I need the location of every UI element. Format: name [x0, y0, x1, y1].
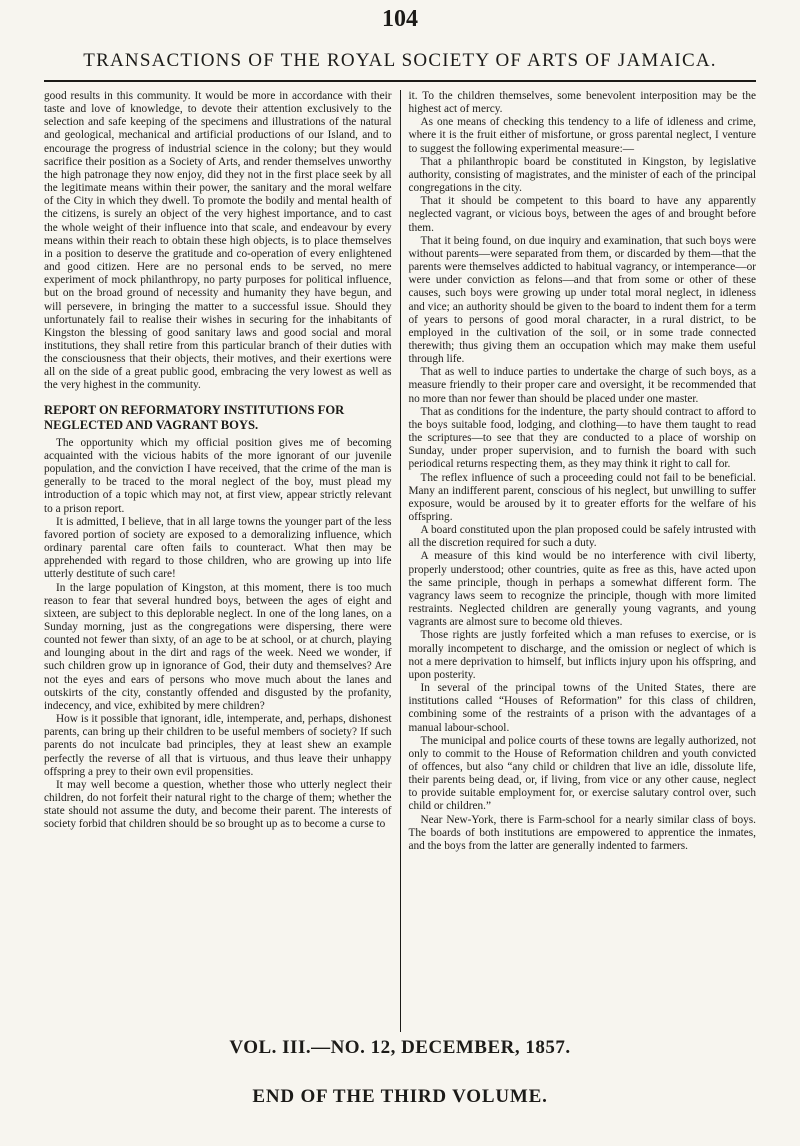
right-paragraph-12: In several of the principal towns of the United States, there are institutions called “Houses of Reformation” for this class of children, combining some of the restraints of a prison with the advantages of a manual labour-school.: [408, 682, 756, 734]
right-paragraph-13: The municipal and police courts of these towns are legally authorized, not only to commit to the House of Reformation children and youth convicted of offences, but also “any child or children that live an idle, dissolute life, their parents being dead, or, if living, from vice or any other cause, neglect to provide suitable employment for, or exercise salutary control over, such child or children.”: [408, 734, 756, 813]
right-paragraph-6: That as well to induce parties to undertake the charge of such boys, as a measure friendly to their proper care and oversight, it be recommended that no more than nor fewer than should be placed under one master.: [408, 366, 756, 405]
running-head: TRANSACTIONS OF THE ROYAL SOCIETY OF ARTS OF JAMAICA.: [83, 50, 717, 71]
right-paragraph-4: That it should be competent to this board to have any apparently neglected vagrant, or vicious boys, between the ages of and brought before them.: [408, 195, 756, 234]
text-columns: [44, 90, 756, 1032]
right-paragraph-2: As one means of checking this tendency to a life of idleness and crime, where it is the fruit either of misfortune, or gross parental neglect, I venture to suggest the following experimental measure:—: [408, 116, 756, 155]
right-paragraph-5: That it being found, on due inquiry and examination, that such boys were without parents—were separated from them, or discarded by them—that the parents were themselves addicted to habitual vagrancy, or intemperance—or were under conviction as felons—and that from some or other of these causes, such boys were growing up under total moral neglect, in idleness and vice; an authority should be given to the board to indent them for a term of years to persons of good moral character, in a rural district, to be employed in the cultivation of the soil, or in some trade connected therewith; thus giving them an occupation which may make them useful through life.: [408, 234, 756, 366]
right-paragraph-8: The reflex influence of such a proceeding could not fail to be beneficial. Many an indifferent parent, conscious of his neglect, but unwilling to suffer exposure, would be aroused by it to greater efforts for the welfare of his offspring.: [408, 471, 756, 523]
right-paragraph-7: That as conditions for the indenture, the party should contract to afford to the boys suitable food, lodging, and clothing—to have them taught to read the scriptures—to see that they are conducted to a place of worship on Sunday, under proper supervision, and to furnish the board with such periodical returns respecting them, as they may think it right to call for.: [408, 405, 756, 471]
right-paragraph-9: A board constituted upon the plan proposed could be safely intrusted with all the discretion required for such a duty.: [408, 524, 756, 550]
section-heading: REPORT ON REFORMATORY INSTITUTIONS FOR NEGLECTED AND VAGRANT BOYS.: [44, 402, 345, 432]
left-paragraph-2: The opportunity which my official position gives me of becoming acquainted with the vicious habits of the more ignorant of our juvenile population, and the conviction I have received, that the crime of the man is generally to be traced to the moral neglect of the boy, must plead my introduction of a topic which may not, at first view, appear strictly relevant to a prison report.: [44, 436, 392, 515]
right-column: [400, 90, 756, 1032]
right-paragraph-3: That a philanthropic board be constituted in Kingston, by legislative authority, consisting of magistrates, and the minister of each of the principal congregations in the city.: [408, 155, 756, 195]
right-paragraph-14: Near New-York, there is Farm-school for a nearly similar class of boys. The boards of both institutions are empowered to apprentice the inmates, and the boys from the latter are generally indented to farmers.: [408, 813, 756, 852]
left-paragraph-5: How is it possible that ignorant, idle, intemperate, and, perhaps, dishonest parents, can bring up their children to be useful members of society? If such parents do not inculcate bad principles, they at least shew an example perfectly the reverse of all that is virtuous, and thus leave their unhappy offspring a prey to their own evil propensities.: [44, 713, 392, 778]
left-column: [44, 90, 400, 1032]
left-paragraph-6: It may well become a question, whether those who utterly neglect their children, do not forfeit their natural right to the charge of them; whether the state should not assume the duty, and become their parent. The interests of society forbid that children should be so brought up as to become a curse to: [44, 778, 392, 831]
page-number: 104: [382, 6, 418, 32]
issue-line: VOL. III.—NO. 12, DECEMBER, 1857.: [229, 1037, 571, 1058]
header-rule: [44, 80, 756, 82]
left-paragraph-3: It is admitted, I believe, that in all large towns the younger part of the less favored portion of society are exposed to a demoralizing influence, which ordinary parental care often fails to counteract. What then may be apprehended with regard to those children, who are growing up into life utterly destitute of such care!: [44, 515, 392, 581]
left-paragraph-1: good results in this community. It would be more in accordance with their taste and love of knowledge, to devote their attention exclusively to the selection and safe keeping of the specimens and illustrations of the natural and geological, mechanical and artificial productions of our Island, and to encourage the progress of industrial science in the colony; but they would sacrifice their position as a Society of Arts, and render themselves unworthy the high patronage they now enjoy, did they not in the first place seek by all the legitimate means within their power, the sanitary and the moral welfare of the City in which they dwell. To promote the bodily and mental health of the citizens, is surely an object of the very highest importance, and to cast the whole weight of their influence into that scale, and endeavour by every means within their reach to obtain these high objects, is to place themselves in a position to deserve the gratitude and co-operation of every enlightened and good citizen. Here are no personal ends to be served, no mere experiment of mock philanthropy, no party purposes for political influence, but on the broad ground of necessity and humanity they have begun, and will persevere, in bringing the matter to a successful issue. Should they unfortunately fail to realise their wishes in securing for the inhabitants of Kingston the blessing of good sanitary laws and good social and moral institutions, they shall retire from this particular branch of their duties with the consciousness that their objects, their motives, and their exertions were all on the side of a great public good, embracing the very lowest as well as the very highest in the community.: [44, 90, 392, 392]
right-paragraph-11: Those rights are justly forfeited which a man refuses to exercise, or is morally incompetent to discharge, and the omission or neglect of which is not a mere deprivation to himself, but inflicts injury upon his offspring, and upon posterity.: [408, 629, 756, 681]
end-of-volume-note: END OF THE THIRD VOLUME.: [252, 1086, 548, 1107]
right-paragraph-1: it. To the children themselves, some benevolent interposition may be the highest act of mercy.: [408, 90, 756, 116]
right-paragraph-10: A measure of this kind would be no interference with civil liberty, properly understood; other countries, quite as free as this, have acted upon the same principle, though in perhaps a somewhat different form. The vagrancy laws seem to recognize the principle, though with more limited restraints. Neglected children are generally young vagrants, and young vagrants are almost sure to become old thieves.: [408, 550, 756, 629]
left-paragraph-4: In the large population of Kingston, at this moment, there is too much reason to fear that several hundred boys, between the ages of eight and sixteen, are subject to this deplorable neglect. In one of the long lanes, on a Sunday morning, just as the congregations were dispersing, there were counted not fewer than sixty, of an age to be at school, or at church, playing and lounging about in the dirt and rags of the week. Need we wonder, if such children grow up in ignorance of God, their duty and themselves? Are not the eyes and ears of persons who move much about the lanes and outskirts of the city, constantly offended and disgusted by the profanity, indecency, and vice, exhibited by mere children?: [44, 581, 392, 712]
